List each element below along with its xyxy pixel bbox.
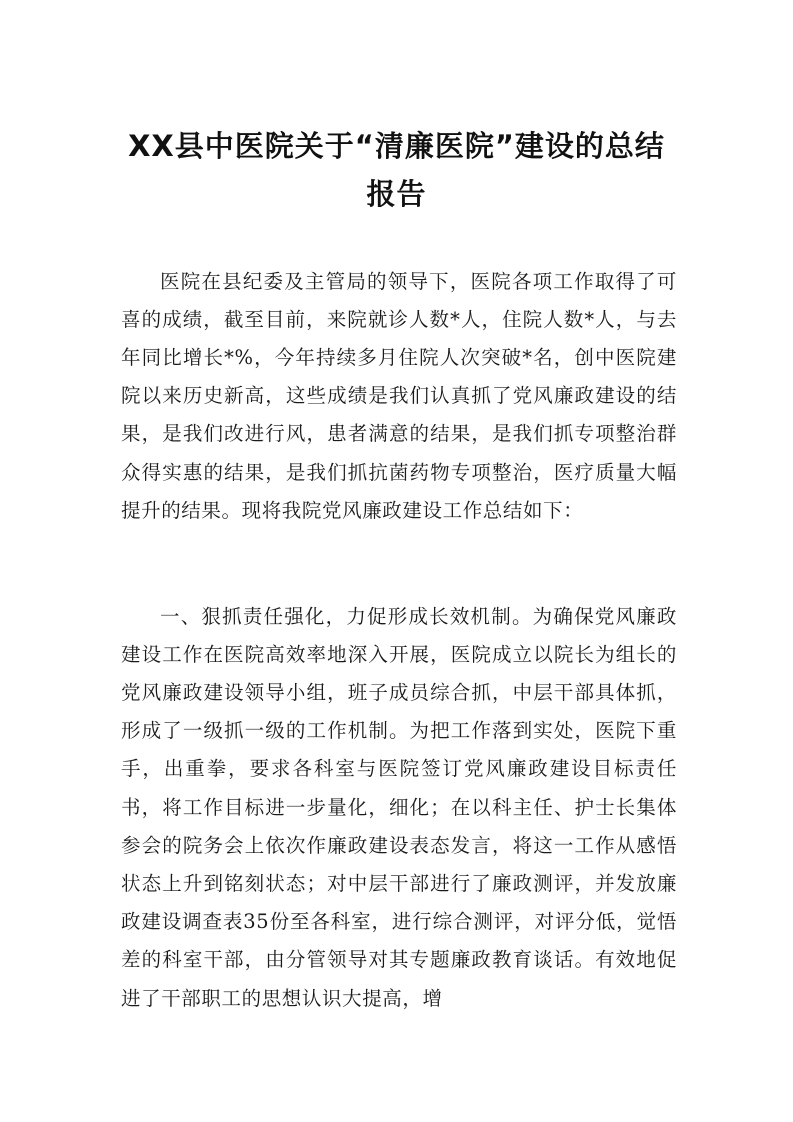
document-title-line-1: XX县中医院关于“清廉医院”建设的总结 (128, 129, 665, 163)
body-paragraph-intro: 医院在县纪委及主管局的领导下，医院各项工作取得了可喜的成绩，截至目前，来院就诊人数*人，住院人数*人，与去年同比增长*%，今年持续多月住院人次突破*名，创中医院建院以来历史新高，这些成绩是我们认真抓了党风廉政建设的结果，是我们改进行风，患者满意的结果，是我们抓专项整治群众得实惠的结果，是我们抓抗菌药物专项整治，医疗质量大幅提升的结果。现将我院党风廉政建设工作总结如下： (121, 269, 677, 522)
document-title-line-2: 报告 (366, 177, 427, 211)
body-paragraph-section-1: 一、狠抓责任强化，力促形成长效机制。为确保党风廉政建设工作在医院高效率地深入开展，医院成立以院长为组长的党风廉政建设领导小组，班子成员综合抓，中层干部具体抓，形成了一级抓一级的工作机制。为把工作落到实处，医院下重手，出重拳，要求各科室与医院签订党风廉政建设目标责任书，将工作目标进一步量化，细化；在以科主任、护士长集体参会的院务会上依次作廉政建设表态发言，将这一工作从感悟状态上升到铭刻状态；对中层干部进行了廉政测评，并发放廉政建设调查表35份至各科室，进行综合测评，对评分低，觉悟差的科室干部，由分管领导对其专题廉政教育谈话。有效地促进了干部职工的思想认识大提高，增 (121, 604, 677, 1010)
